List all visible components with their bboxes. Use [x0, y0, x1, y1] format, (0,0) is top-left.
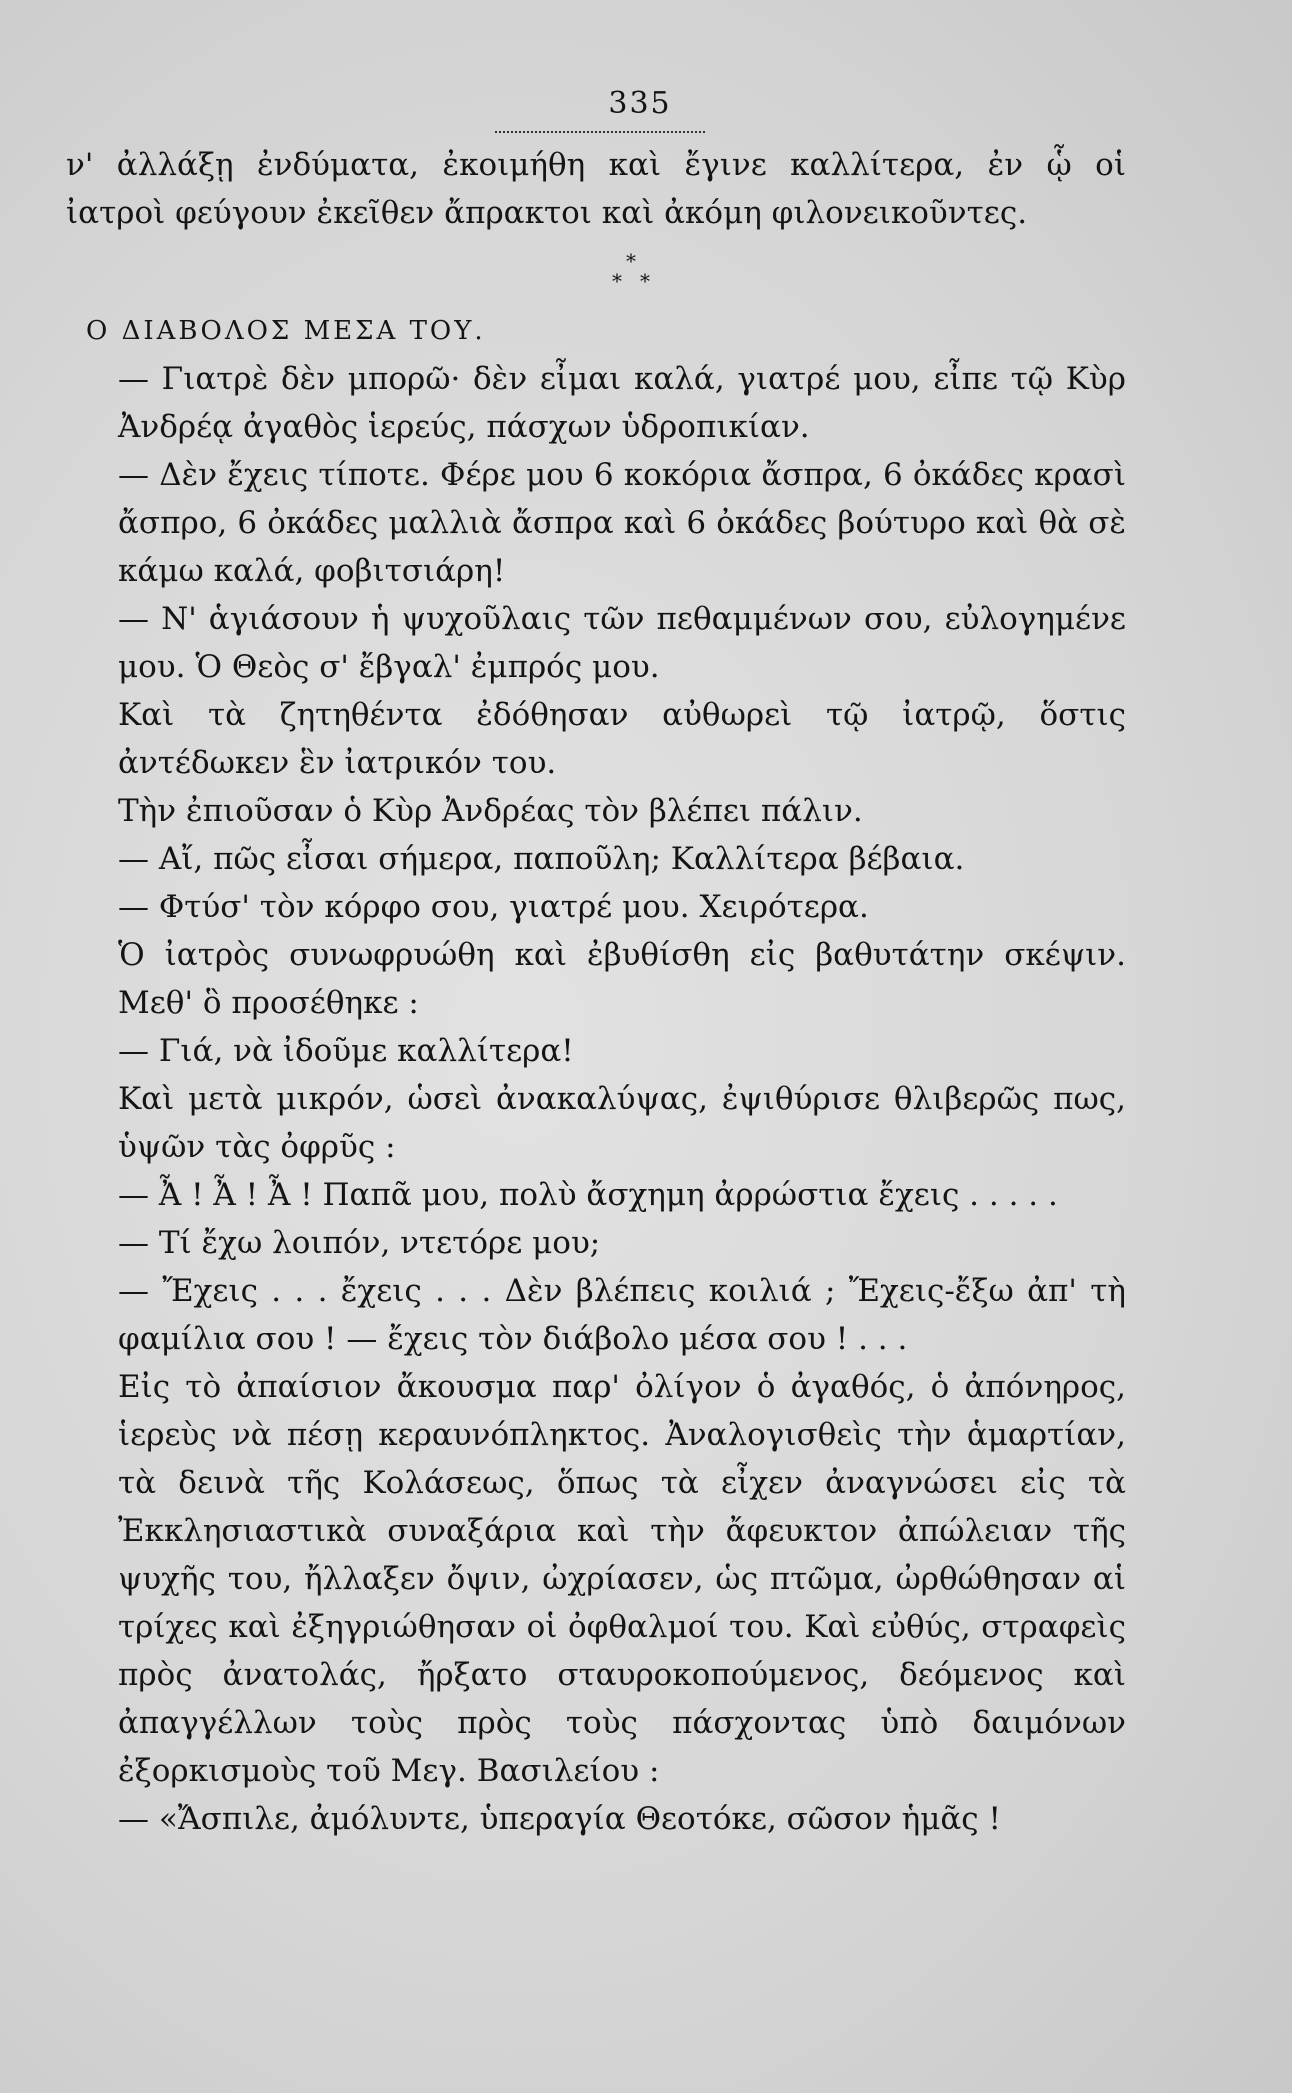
- paragraph: Εἰς τὸ ἀπαίσιον ἄκουσμα παρ' ὀλίγον ὁ ἀγαθός, ὁ ἀπόνηρος, ἱερεὺς νὰ πέσῃ κεραυνόπληκτος. Ἀναλογισθεὶς τὴν ἁμαρτίαν, τὰ δεινὰ τῆς Κολάσεως, ὅπως τὰ εἶχεν ἀναγνώσει εἰς τὰ Ἐκκλησιαστικὰ συναξάρια καὶ τὴν ἄφευκτον ἀπώλειαν τῆς ψυχῆς του, ἤλλαξεν ὄψιν, ὠχρίασεν, ὡς πτῶμα, ὠρθώθησαν αἱ τρίχες καὶ ἐξηγριώθησαν οἱ ὀφθαλμοί του. Καὶ εὐθύς, στραφεὶς πρὸς ἀνατολάς, ἤρξατο σταυροκοπούμενος, δεόμενος καὶ ἀπαγγέλλων τοὺς πρὸς τοὺς πάσχοντας ὑπὸ δαιμόνων ἐξορκισμοὺς τοῦ Μεγ. Βασιλείου :: [118, 1369, 1126, 1789]
- star-ornament: *: [626, 249, 636, 273]
- paragraph: — Γιατρὲ δὲν μπορῶ· δὲν εἶμαι καλά, γιατρέ μου, εἶπε τῷ Κὺρ Ἀνδρέᾳ ἀγαθὸς ἱερεύς, πάσχων ὑδροπικίαν.: [118, 361, 1126, 445]
- star-ornament: *: [640, 269, 650, 293]
- text-line: ἰατροὶ φεύγουν ἐκεῖθεν ἄπρακτοι καὶ ἀκόμη φιλονεικοῦντες.: [66, 195, 1028, 231]
- paragraph: — Ν' ἁγιάσουν ἡ ψυχοῦλαις τῶν πεθαμμένων σου, εὐλογημένε μου. Ὁ Θεὸς σ' ἔβγαλ' ἐμπρός μου.: [118, 601, 1126, 685]
- page-text: [66, 141, 1126, 1843]
- paragraph: Τὴν ἐπιοῦσαν ὁ Κὺρ Ἀνδρέας τὸν βλέπει πάλιν.: [118, 793, 863, 829]
- paragraph: — Ἔχεις . . . ἔχεις . . . Δὲν βλέπεις κοιλιά ; Ἔχεις-ἔξω ἀπ' τὴ φαμίλια σου ! — ἔχεις τὸν διάβολο μέσα σου ! . . .: [118, 1273, 1126, 1357]
- paragraph: — Δὲν ἔχεις τίποτε. Φέρε μου 6 κοκόρια ἄσπρα, 6 ὀκάδες κρασὶ ἄσπρο, 6 ὀκάδες μαλλιὰ ἄσπρα καὶ 6 ὀκάδες βούτυρο καὶ θὰ σὲ κάμω καλά, φοβιτσιάρη!: [118, 457, 1126, 589]
- paragraph: Καὶ μετὰ μικρόν, ὡσεὶ ἀνακαλύψας, ἐψιθύρισε θλιβερῶς πως, ὑψῶν τὰς ὀφρῦς :: [118, 1081, 1126, 1165]
- page-number: 335: [608, 86, 672, 121]
- section-stars: [66, 237, 1126, 307]
- page-number-rule: [495, 131, 705, 133]
- section-heading: Ο ΔΙΑΒΟΛΟΣ ΜΕΣΑ ΤΟΥ.: [86, 316, 486, 346]
- paragraph: — Τί ἔχω λοιπόν, ντετόρε μου;: [118, 1225, 601, 1261]
- paragraph: — Ἆ ! Ἆ ! Ἆ ! Παπᾶ μου, πολὺ ἄσχημη ἀρρώστια ἔχεις . . . . .: [118, 1177, 1058, 1213]
- paragraph: Καὶ τὰ ζητηθέντα ἐδόθησαν αὐθωρεὶ τῷ ἰατρῷ, ὅστις ἀντέδωκεν ἓν ἰατρικόν του.: [118, 697, 1126, 781]
- paragraph: — Φτύσ' τὸν κόρφο σου, γιατρέ μου. Χειρότερα.: [118, 889, 869, 925]
- paragraph: — Γιά, νὰ ἰδοῦμε καλλίτερα!: [118, 1033, 574, 1069]
- paragraph: Ὁ ἰατρὸς συνωφρυώθη καὶ ἐβυθίσθη εἰς βαθυτάτην σκέψιν. Μεθ' ὃ προσέθηκε :: [118, 937, 1126, 1021]
- text-line: ν' ἀλλάξῃ ἐνδύματα, ἐκοιμήθη καὶ ἔγινε καλλίτερα, ἐν ᾧ οἱ: [66, 147, 1126, 183]
- star-ornament: *: [612, 269, 622, 293]
- paragraph: — «Ἄσπιλε, ἀμόλυντε, ὑπεραγία Θεοτόκε, σῶσον ἡμᾶς !: [118, 1801, 1001, 1837]
- paragraph: — Αἴ, πῶς εἶσαι σήμερα, παποῦλη; Καλλίτερα βέβαια.: [118, 841, 965, 877]
